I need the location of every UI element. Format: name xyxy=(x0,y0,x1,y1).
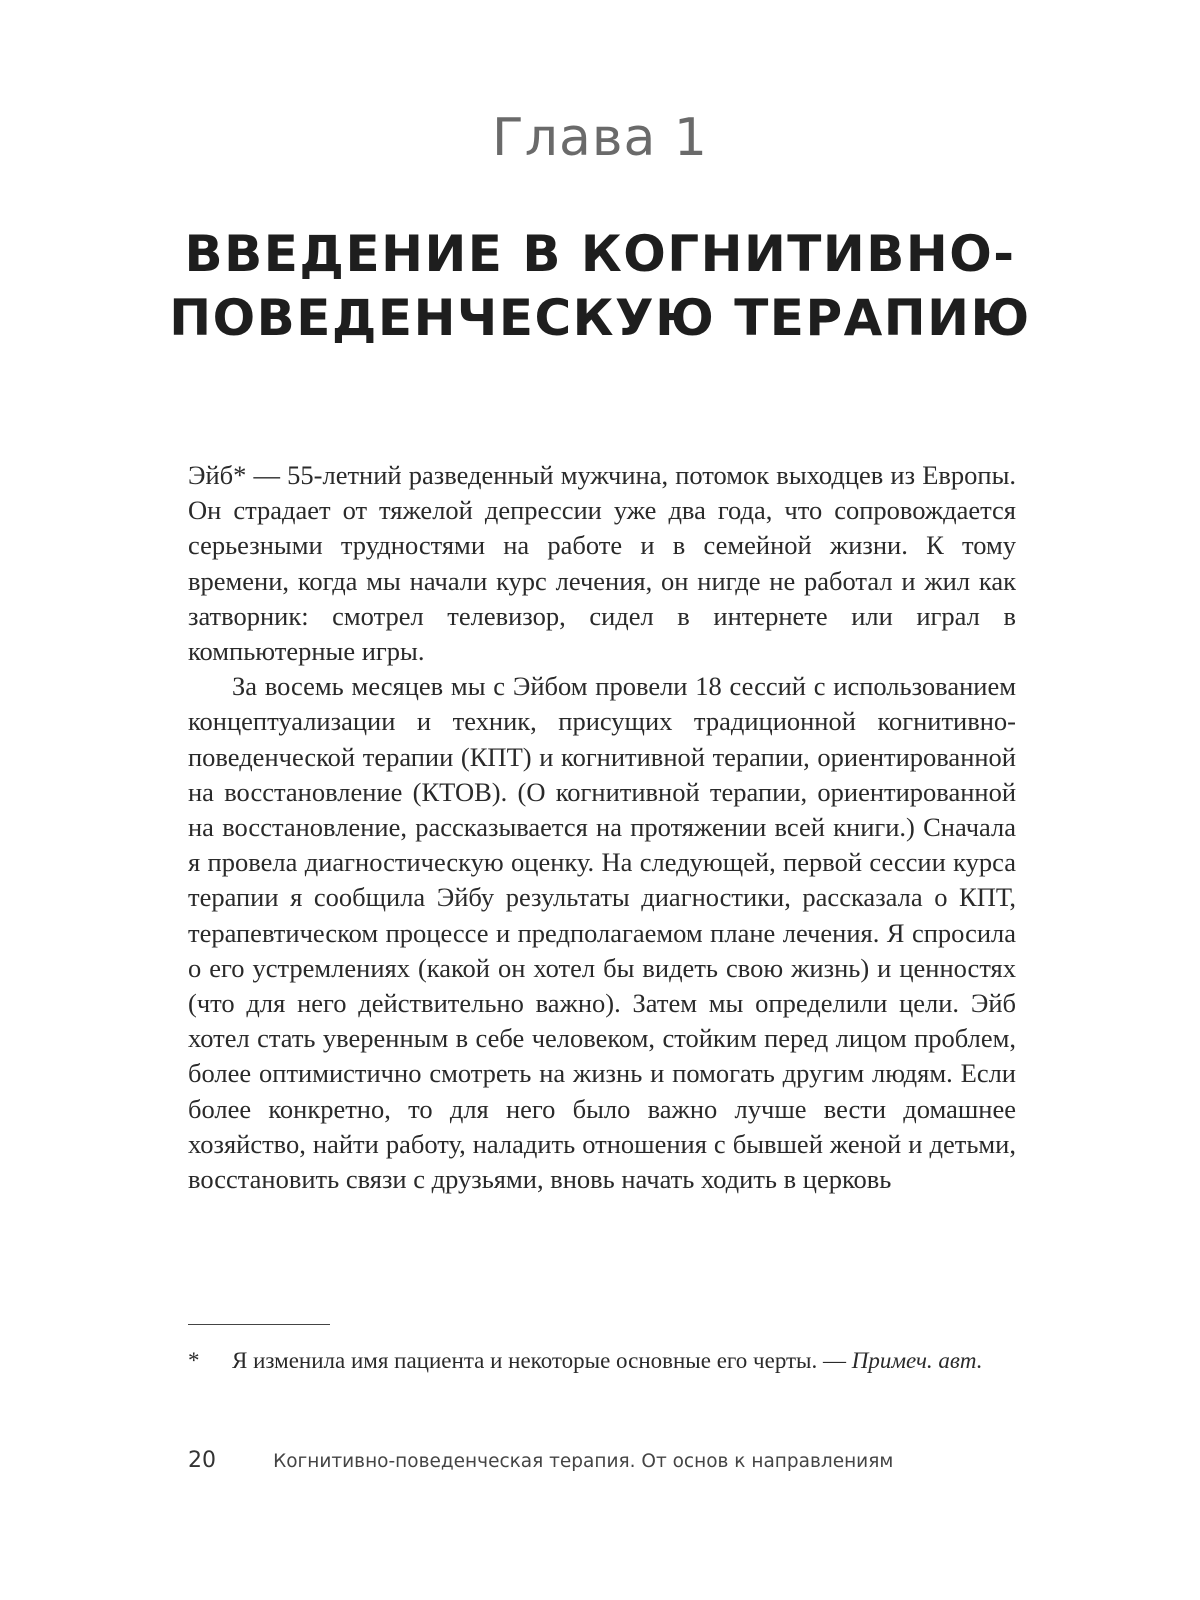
footnote-marker: * xyxy=(188,1348,200,1373)
body-text xyxy=(188,458,1016,1197)
footnote-text: Я изменила имя пациента и некоторые основные его черты. — xyxy=(232,1348,852,1373)
footnote-body xyxy=(188,1344,1016,1378)
footnote xyxy=(188,1344,1016,1378)
chapter-title xyxy=(0,222,1200,350)
paragraph-2: За восемь месяцев мы с Эйбом провели 18 сессий с использованием концептуализации и техник, присущих традиционной когнитивно-поведенческой терапии (КПТ) и когнитивной терапии, ориентированной на восстановление (КТОВ). (О когнитивной терапии, ориентированной на восстановление, рассказывается на протяжении всей книги.) Сначала я провела диагностическую оценку. На следующей, первой сессии курса терапии я сообщила Эйбу результаты диагностики, рассказала о КПТ, терапевтическом процессе и предполагаемом плане лечения. Я спросила о его устремлениях (какой он хотел бы видеть свою жизнь) и ценностях (что для него действительно важно). Затем мы определили цели. Эйб хотел стать уверенным в себе человеком, стойким перед лицом проблем, более оптимистично смотреть на жизнь и помогать другим людям. Если более конкретно, то для него было важно лучше вести домашнее хозяйство, найти работу, наладить отношения с бывшей женой и детьми, восстановить связи с друзьями, вновь начать ходить в церковь xyxy=(188,671,1016,1195)
page-number: 20 xyxy=(188,1448,216,1473)
running-title: Когнитивно-поведенческая терапия. От основ к направлениям xyxy=(273,1451,894,1472)
footnote-attribution: Примеч. авт. xyxy=(851,1348,983,1373)
footnote-divider xyxy=(188,1324,330,1325)
chapter-title-line-2: ПОВЕДЕНЧЕСКУЮ ТЕРАПИЮ xyxy=(169,289,1031,347)
chapter-label: Глава 1 xyxy=(492,108,708,168)
chapter-title-line-1: ВВЕДЕНИЕ В КОГНИТИВНО- xyxy=(184,225,1016,283)
paragraph-1: Эйб* — 55-летний разведенный мужчина, потомок выходцев из Европы. Он страдает от тяжелой депрессии уже два года, что сопровождается серьезными трудностями на работе и в семейной жизни. К тому времени, когда мы начали курс лечения, он нигде не работал и жил как затворник: смотрел телевизор, сидел в интернете или играл в компьютерные игры. xyxy=(188,460,1016,667)
page-footer xyxy=(188,1448,1016,1473)
